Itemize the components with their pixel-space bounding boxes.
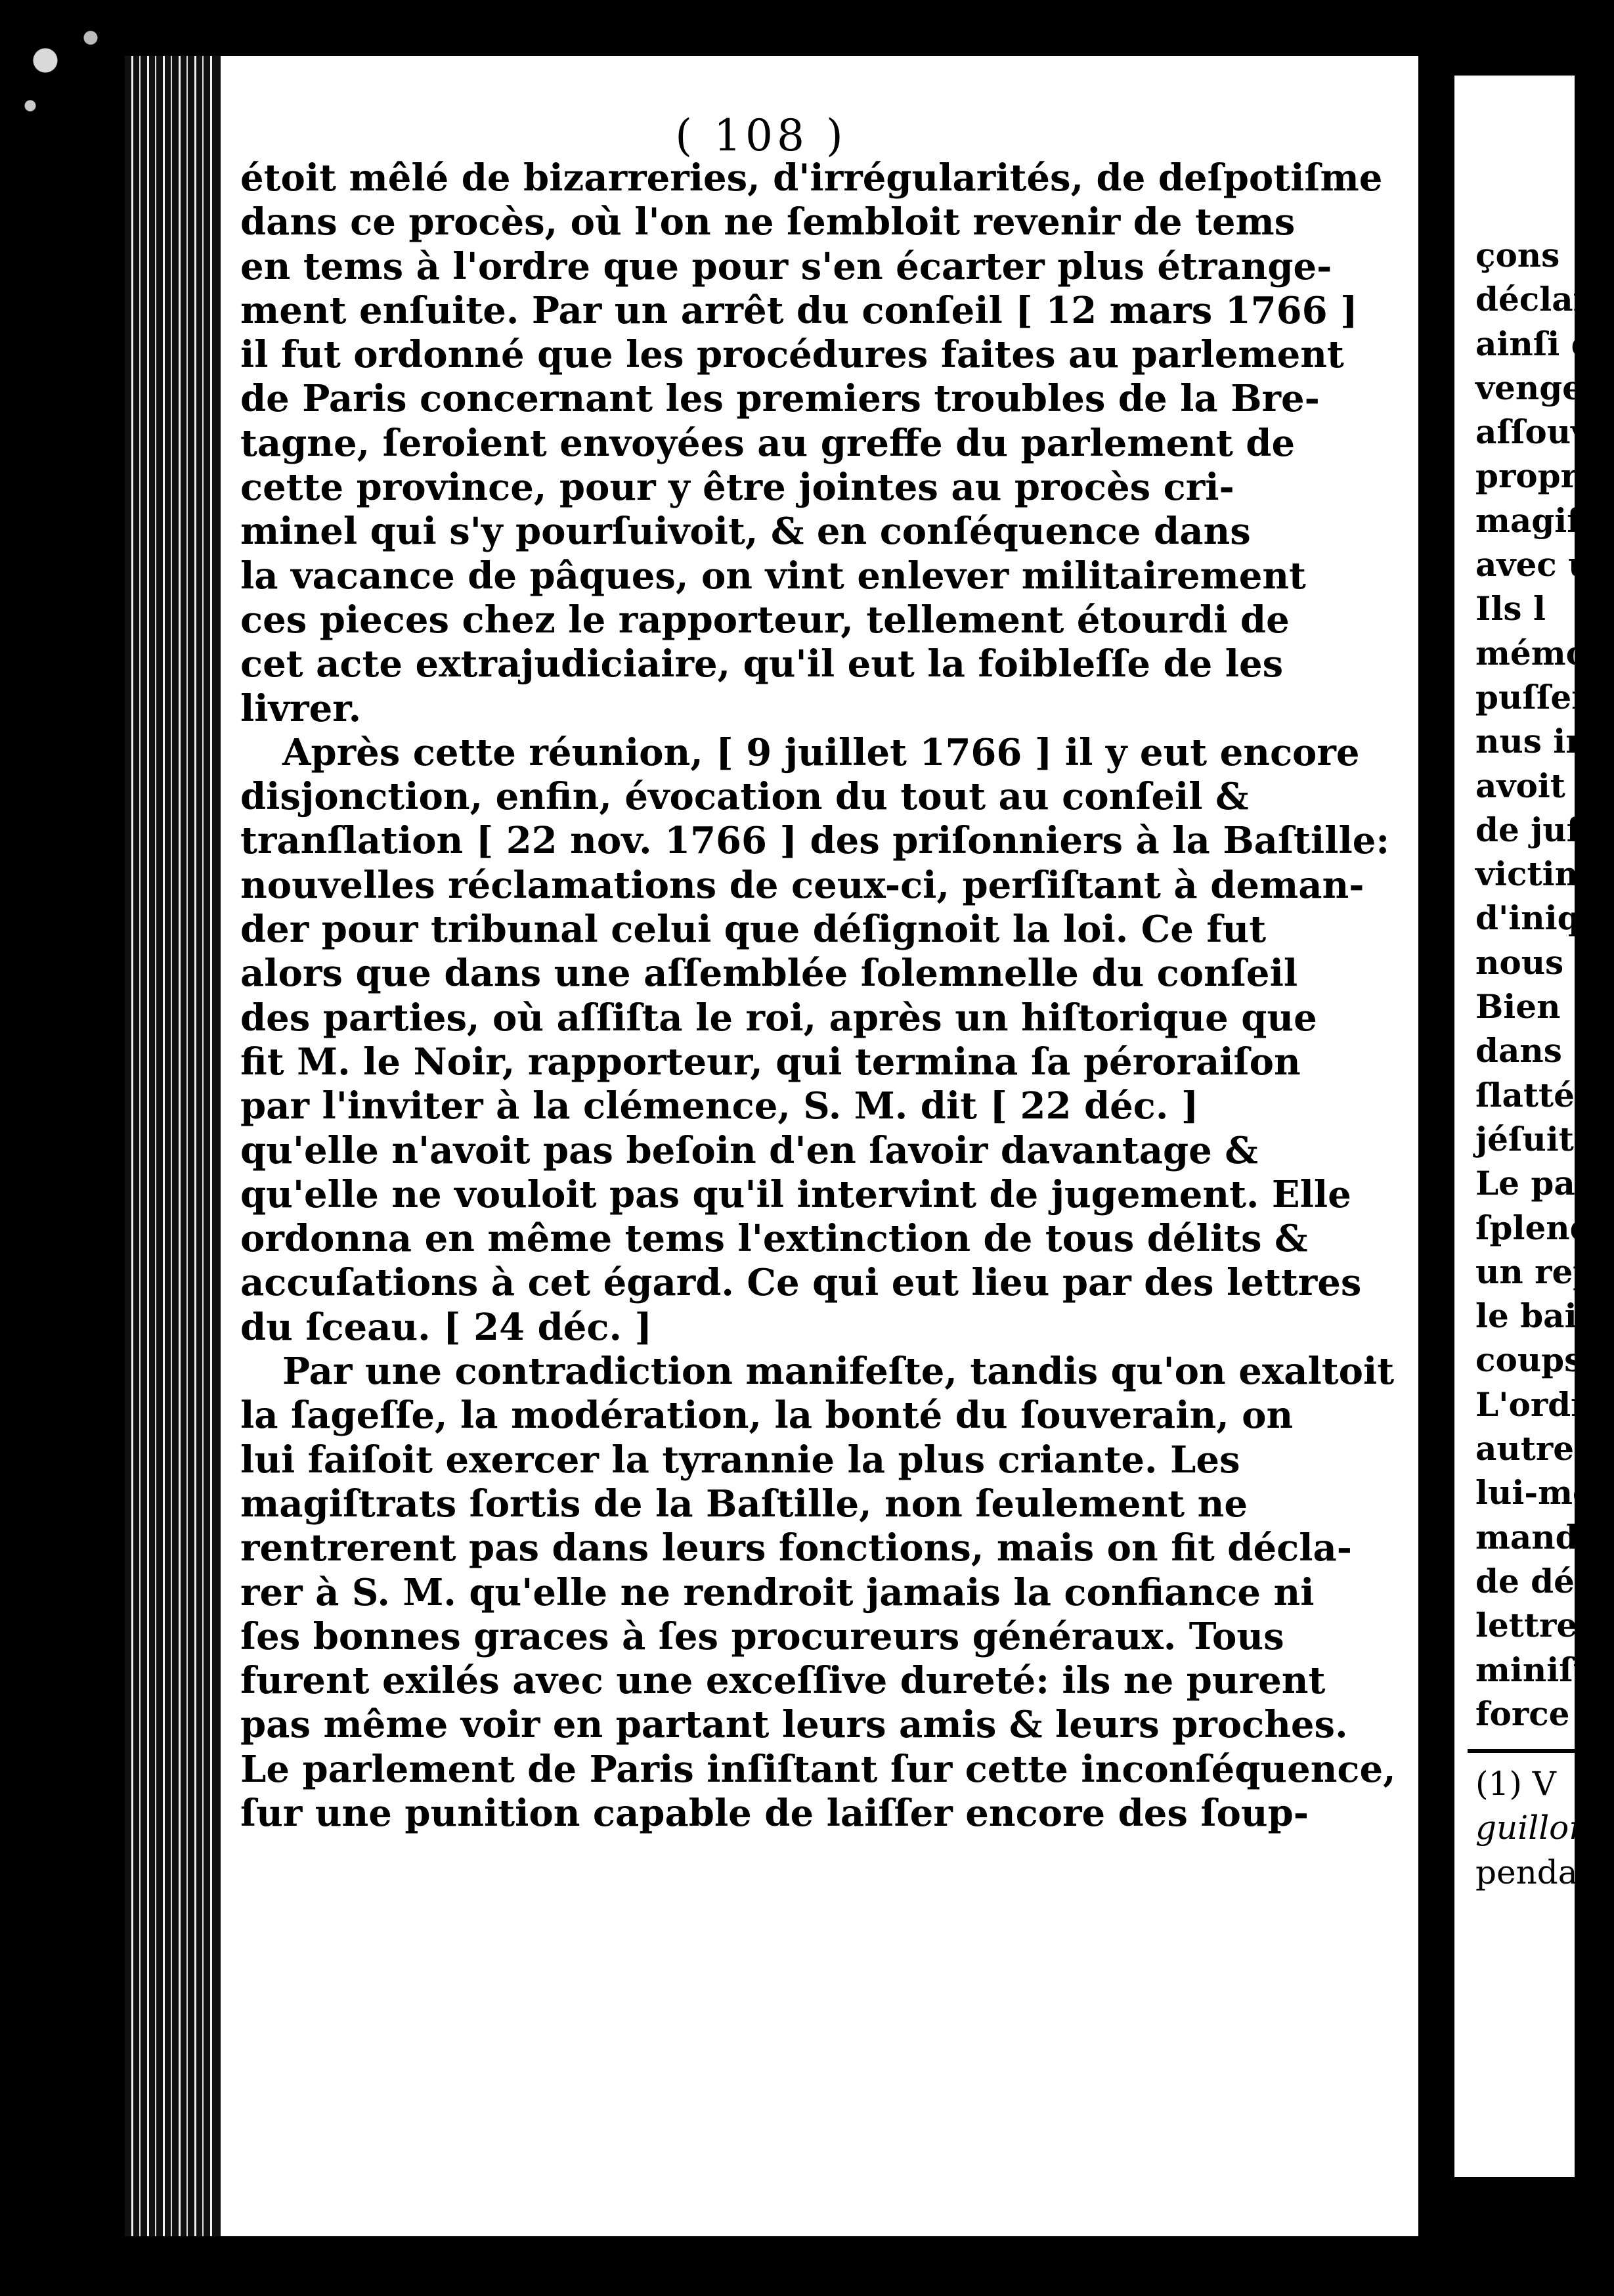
right-page-text-line: coups c [1475, 1340, 1614, 1380]
text-line: étoit mêlé de bizarreries, d'irrégularités, de deſpotiſme [240, 156, 1383, 200]
right-page-text-line: Ils l [1475, 589, 1546, 629]
text-line: minel qui s'y pourſuivoit, & en conſéquence dans [240, 510, 1251, 554]
right-page-text [1454, 233, 1614, 1895]
text-line: lui faiſoit exercer la tyrannie la plus criante. Les [240, 1438, 1240, 1482]
right-page-text-line: avec u [1475, 545, 1592, 585]
text-line: ces pieces chez le rapporteur, tellement étourdi de [240, 598, 1290, 642]
right-page-text-line: magiſt [1475, 500, 1596, 540]
text-line: qu'elle ne vouloit pas qu'il intervint de jugement. Elle [240, 1172, 1351, 1216]
right-page-text-line: d'iniqu [1475, 898, 1604, 938]
right-page-text-line: nous r [1475, 942, 1592, 982]
text-line: der pour tribunal celui que déſignoit la loi. Ce fut [240, 908, 1267, 952]
page-number: ( 108 ) [675, 110, 847, 161]
text-line: rer à S. M. qu'elle ne rendroit jamais la confiance ni [240, 1570, 1315, 1614]
text-line: cet acte extrajudiciaire, qu'il eut la foibleſſe de les [240, 642, 1284, 686]
text-line: en tems à l'ordre que pour s'en écarter plus étrange- [240, 244, 1332, 288]
right-page-text-line: miniſtr [1475, 1650, 1606, 1689]
footnote-line: pendan [1475, 1853, 1599, 1891]
footnote-rule [1468, 1749, 1614, 1753]
right-page-text-line: aſſouvi [1475, 412, 1603, 452]
right-page-text-line: ainſi q [1475, 324, 1594, 363]
right-page-text-line: déclar [1475, 280, 1590, 319]
right-page-text-line: ſlatté l [1475, 1075, 1599, 1115]
text-line: des parties, où aſſiſta le roi, après un hiſtorique que [240, 996, 1317, 1040]
right-page-text-line: dans l [1475, 1031, 1586, 1071]
text-line: Le parlement de Paris inſiſtant ſur cette inconſéquence, [240, 1747, 1396, 1791]
right-page-text-line: autres [1475, 1429, 1593, 1468]
text-line: il fut ordonné que les procédures faites au parlement [240, 333, 1344, 377]
text-line: de Paris concernant les premiers troubles de la Bre- [240, 377, 1320, 421]
text-line: accuſations à cet égard. Ce qui eut lieu par des lettres [240, 1261, 1362, 1305]
text-line: furent exilés avec une exceſſive dureté: ils ne purent [240, 1659, 1326, 1703]
text-line: ment enſuite. Par un arrêt du conſeil [ 12 mars 1766 ] [240, 288, 1358, 332]
text-line: ordonna en même tems l'extinction de tous délits & [240, 1217, 1308, 1261]
text-line: Après cette réunion, [ 9 juillet 1766 ] il y eut encore [282, 730, 1360, 774]
text-line: ſes bonnes graces à ſes procureurs généraux. Tous [240, 1614, 1284, 1658]
text-line: livrer. [240, 686, 362, 730]
bottom-edge [217, 2236, 1418, 2296]
right-page-text-line: lui-mê [1475, 1473, 1594, 1512]
text-line: alors que dans une aſſemblée ſolemnelle du conſeil [240, 952, 1298, 996]
right-page-text-line: le baill [1475, 1296, 1602, 1336]
right-page-text-line: ſplende [1475, 1208, 1614, 1247]
page-gutter [1418, 56, 1454, 2243]
right-page-text-line: manda [1475, 1517, 1600, 1556]
text-line: nouvelles réclamations de ceux-ci, perſiſtant à deman- [240, 863, 1364, 907]
right-page-text-line: victime [1475, 854, 1611, 894]
text-line: disjonction, enfin, évocation du tout au conſeil & [240, 775, 1249, 819]
right-page-text-line: çons [1475, 236, 1560, 275]
right-page-text-line: lettres [1475, 1606, 1596, 1645]
right-page-text-line: avoit f [1475, 766, 1591, 805]
book-spine-edge [125, 56, 223, 2236]
text-line: la ſageſſe, la modération, la bonté du ſouverain, on [240, 1394, 1294, 1438]
text-line: la vacance de pâques, on vint enlever militairement [240, 554, 1306, 598]
text-line: tagne, ſeroient envoyées au greffe du parlement de [240, 421, 1296, 465]
right-page-text-line: de juſt [1475, 810, 1596, 849]
text-line: magiſtrats ſortis de la Baſtille, non ſeulement ne [240, 1482, 1248, 1526]
right-page-text-line: un rep [1475, 1252, 1596, 1291]
right-page-text-line: Le par [1475, 1164, 1593, 1203]
text-line: fit M. le Noir, rapporteur, qui termina ſa péroraiſon [240, 1040, 1301, 1084]
right-page-text-line: Bien [1475, 987, 1561, 1027]
text-line: par l'inviter à la clémence, S. M. dit [ 22 déc. ] [240, 1084, 1199, 1128]
right-page-text-line: puſſen [1475, 677, 1596, 717]
right-page-footnote [1454, 1762, 1614, 1895]
text-line: ſur une punition capable de laiſſer encore des ſoup- [240, 1791, 1309, 1835]
footnote-line: (1) V [1475, 1765, 1556, 1803]
text-line: dans ce procès, où l'on ne ſembloit revenir de tems [240, 200, 1296, 244]
right-page-text-line: L'ordr [1475, 1384, 1588, 1424]
right-page-text-line: nus in [1475, 722, 1590, 761]
text-line: tranſlation [ 22 nov. 1766 ] des priſonniers à la Baſtille: [240, 819, 1390, 863]
text-line: Par une contradiction manifeſte, tandis qu'on exaltoit [282, 1350, 1395, 1394]
right-page-text-line: vengea [1475, 368, 1605, 407]
left-page-body-text [240, 156, 1396, 1836]
text-line: du ſceau. [ 24 déc. ] [240, 1305, 652, 1349]
text-line: pas même voir en partant leurs amis & leurs proches. [240, 1703, 1348, 1747]
right-page-text-line: de déla [1475, 1561, 1609, 1601]
right-page-text-line: force d [1475, 1694, 1604, 1733]
right-page [1454, 76, 1614, 2177]
right-page-text-line: propre [1475, 456, 1599, 496]
right-page-text-line: mémoi [1475, 633, 1600, 673]
footnote-line: guillon [1475, 1809, 1590, 1847]
right-page-text-line: jéſuitic [1475, 1119, 1607, 1159]
text-line: qu'elle n'avoit pas beſoin d'en ſavoir davantage & [240, 1128, 1258, 1172]
text-line: rentrerent pas dans leurs fonctions, mais on fit décla- [240, 1526, 1352, 1570]
text-line: cette province, pour y être jointes au procès cri- [240, 466, 1234, 510]
